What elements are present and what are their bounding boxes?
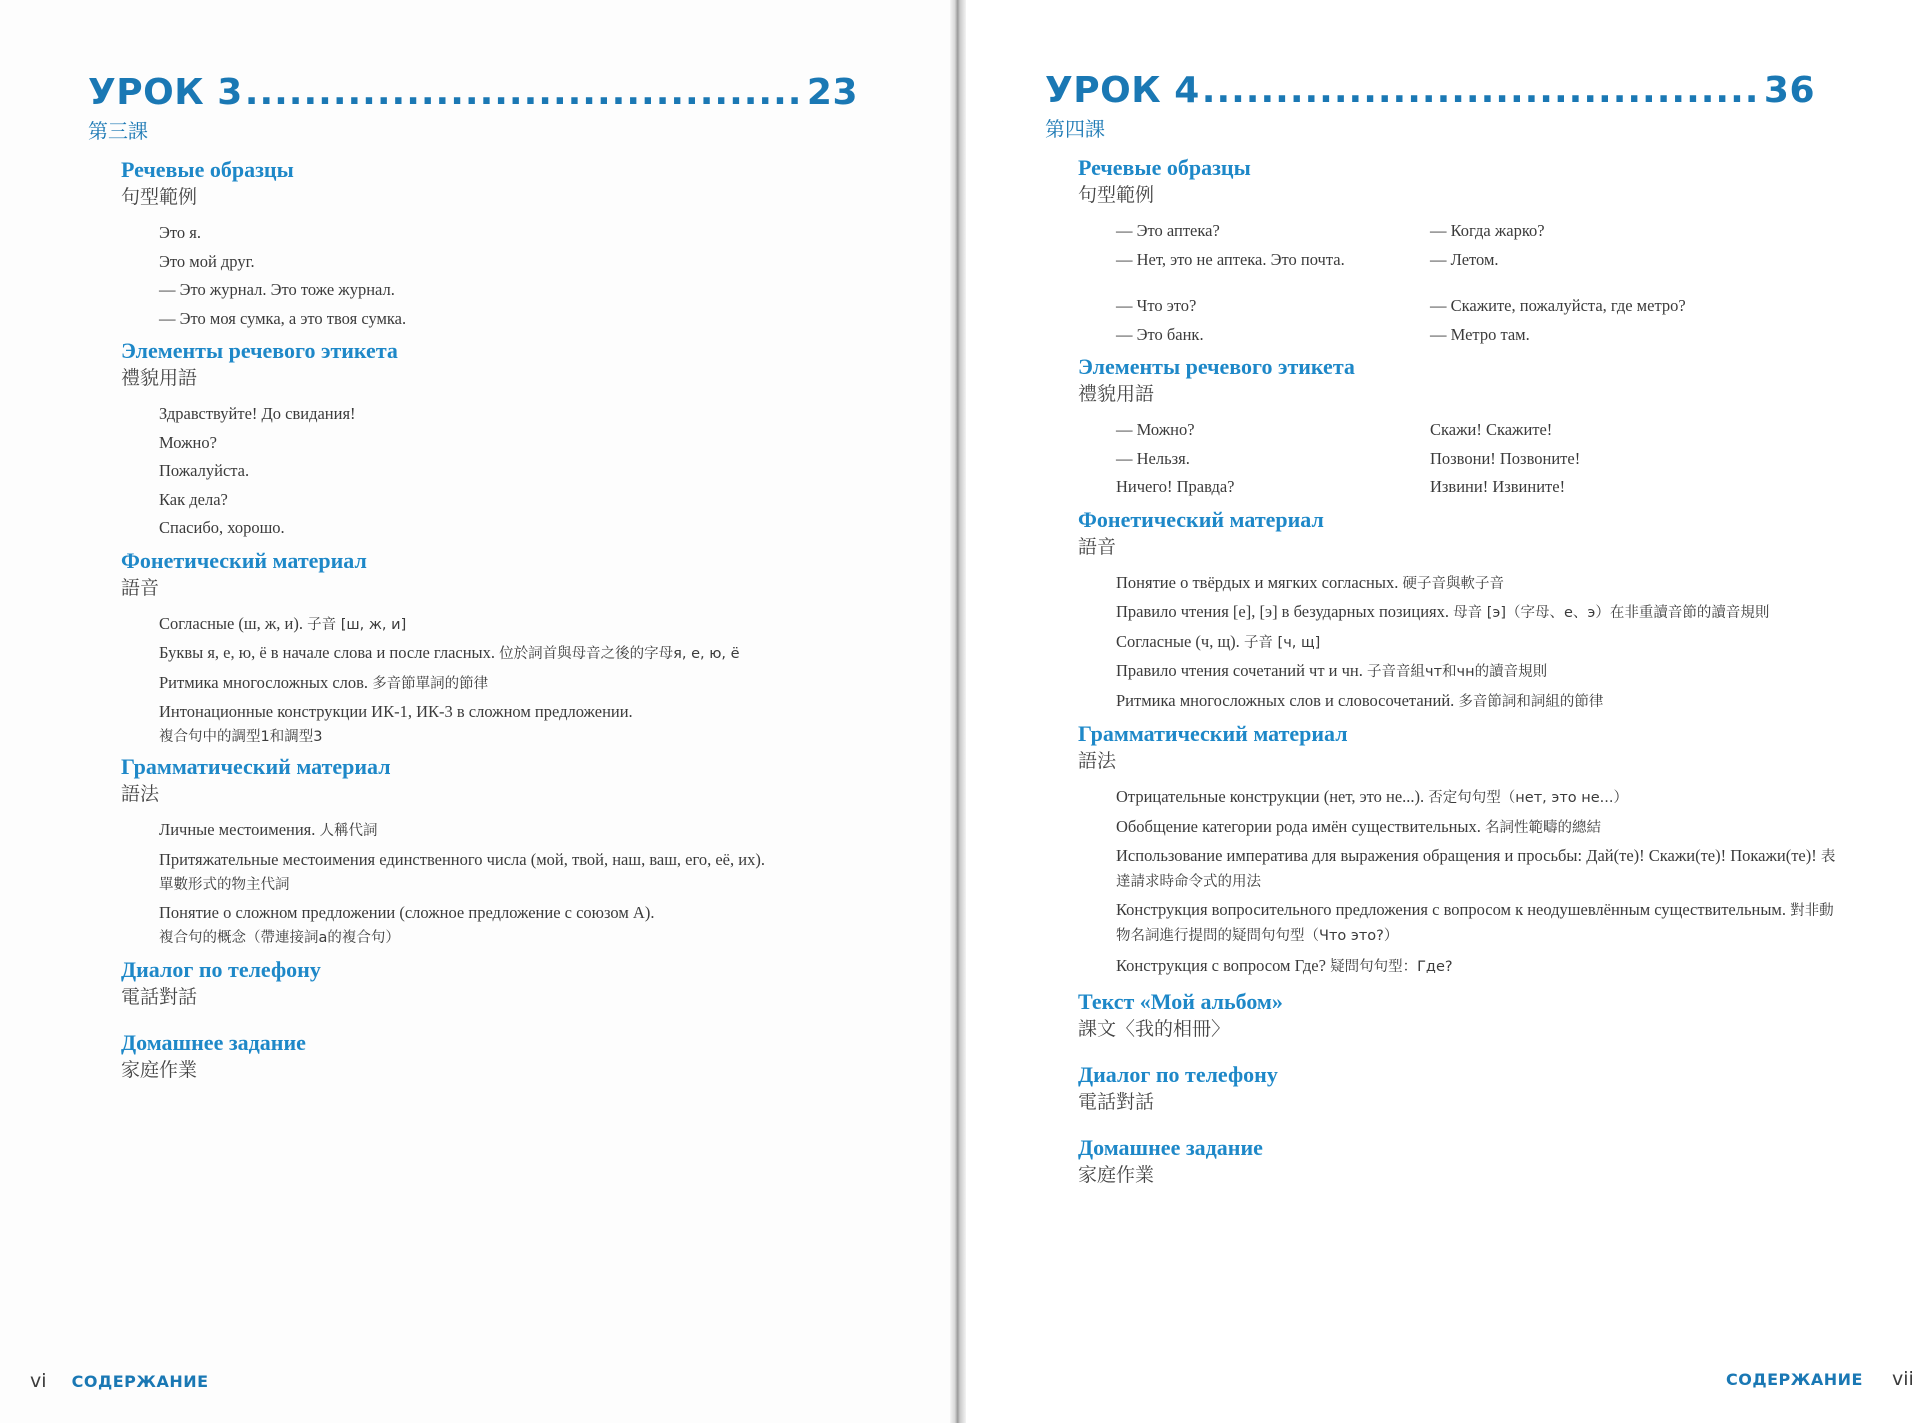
list-item: — Это журнал. Это тоже журнал. [159,280,395,299]
lesson-subtitle: 第四課 [1045,117,1105,141]
list-item: Пожалуйста. [159,461,250,480]
section-title[interactable]: Домашнее задание [121,1029,306,1055]
etiquette-line: Скажи! Скажите! [1430,420,1553,439]
section-text [1078,988,1815,1043]
section-subtitle: 禮貌用語 [121,367,198,389]
section-title[interactable]: Домашнее задание [1078,1134,1263,1160]
list-item: Ритмика многосложных слов и словосочетаний. 多音節詞和詞組的節律 [1116,690,1604,710]
dialog-line: — Скажите, пожалуйста, где метро? [1430,296,1686,315]
etiquette-line: — Нельзя. [1116,448,1190,468]
etiquette-line: Позвони! Позвоните! [1430,448,1581,468]
lesson-subtitle: 第三課 [88,119,148,143]
list-item: Ритмика многосложных слов. 多音節單詞的節律 [159,672,489,692]
list-item: — Это моя сумка, а это твоя сумка. [159,308,407,328]
section-title[interactable]: Фонетический материал [121,547,367,573]
list-item: Можно? [159,432,217,452]
section-title[interactable]: Элементы речевого этикета [121,338,398,363]
section-title[interactable]: Речевые образцы [121,157,294,182]
spacer [1078,274,1815,292]
section-subtitle: 語音 [121,576,160,599]
section-title[interactable]: Фонетический материал [1078,506,1324,532]
left-footer [30,1370,209,1392]
list-item: Понятие о твёрдых и мягких согласных. 硬子音與軟子音 [1116,572,1504,592]
dialog-line: — Летом. [1430,249,1499,269]
list-item: Использование императива для выражения обращения и просьбы: Дай(те)! Скажи(те)! Покажи(те)! 表達請求時命令式的用法 [1116,846,1836,890]
section-speech-patterns [121,156,858,333]
right-page-content [1045,70,1836,1189]
section-subtitle: 家庭作業 [121,1058,198,1081]
etiquette-line: Извини! Извините! [1430,477,1566,496]
etiquette-line: Ничего! Правда? [1116,477,1235,496]
lesson-page-number: 23 [806,72,858,113]
section-items [159,610,858,750]
section-title[interactable]: Речевые образцы [1078,155,1251,180]
section-items [1116,569,1815,717]
section-title[interactable]: Текст «Мой альбом» [1078,988,1283,1014]
book-gutter [950,0,966,1423]
section-homework [1078,1134,1815,1189]
section-grammar [121,753,858,950]
section-subtitle: 語音 [1078,535,1117,558]
section-title[interactable]: Элементы речевого этикета [1078,354,1355,379]
section-title[interactable]: Грамматический материал [1078,721,1348,746]
section-subtitle: 電話對話 [121,985,198,1008]
section-subtitle: 電話對話 [1078,1090,1155,1113]
section-subtitle: 句型範例 [1078,184,1155,206]
section-etiquette [1078,353,1815,502]
section-subtitle: 禮貌用語 [1078,383,1155,405]
list-item: Интонационные конструкции ИК-1, ИК-3 в сложном предложении. 複合句中的調型1和調型3 [159,702,633,745]
section-subtitle: 家庭作業 [1078,1163,1155,1186]
section-items [159,816,858,950]
leader-dots [1202,70,1762,111]
right-footer [1726,1368,1914,1390]
section-subtitle: 課文〈我的相冊〉 [1078,1017,1231,1040]
left-page-content [88,72,858,1084]
lesson-3-heading[interactable] [88,72,858,113]
dialog-line: — Это банк. [1116,324,1204,344]
list-item: Спасибо, хорошо. [159,518,285,537]
dialog-grid [1116,217,1815,274]
list-item: Здравствуйте! До свидания! [159,404,356,423]
section-title[interactable]: Диалог по телефону [121,956,321,982]
list-item: Конструкция с вопросом Где? 疑問句句型：Где? [1116,956,1453,975]
section-phonetics [1078,506,1815,717]
lesson-4-heading[interactable] [1045,70,1815,111]
section-homework [121,1029,858,1084]
section-items [159,400,858,543]
list-item: Это мой друг. [159,251,255,271]
lesson-title: УРОК 3 [88,72,243,113]
section-speech-patterns [1078,154,1815,349]
list-item: Конструкция вопросительного предложения с вопросом к неодушевлённым существительным. 對非動物名詞進行提問的疑問句句型（Что это?） [1116,900,1834,944]
dialog-line: — Метро там. [1430,324,1530,344]
lesson-page-number: 36 [1763,70,1815,111]
list-item: Понятие о сложном предложении (сложное предложение с союзом А). 複合句的概念（帶連接詞a的複合句） [159,902,655,946]
list-item: Буквы я, е, ю, ё в начале слова и после гласных. 位於詞首與母音之後的字母я, е, ю, ё [159,643,740,662]
etiquette-grid [1116,416,1815,502]
etiquette-line: — Можно? [1116,420,1195,439]
right-sections [1045,154,1836,1189]
left-sections [88,156,858,1084]
footer-label: СОДЕРЖАНИЕ [1726,1370,1863,1389]
section-phone-dialog [1078,1061,1815,1116]
list-item: Правило чтения [е], [э] в безударных позициях. 母音 [э]（字母、е、э）在非重讀音節的讀音規則 [1116,602,1770,621]
list-item: Правило чтения сочетаний чт и чн. 子音音組чт和чн的讀音規則 [1116,661,1548,680]
list-item: Согласные (ч, щ). 子音 [ч, щ] [1116,631,1321,651]
dialog-line: — Это аптека? [1116,221,1220,240]
section-subtitle: 語法 [121,783,160,805]
section-grammar [1078,720,1836,982]
list-item: Личные местоимения. 人稱代詞 [159,820,378,839]
dialog-line: — Когда жарко? [1430,221,1545,240]
leader-dots [245,72,805,113]
section-items [159,219,858,333]
page-number: vi [30,1370,47,1392]
list-item: Отрицательные конструкции (нет, это не...). 否定句句型（нет, это не...） [1116,787,1628,806]
section-phonetics [121,547,858,750]
section-items [1116,783,1836,982]
list-item: Обобщение категории рода имён существительных. 名詞性範疇的總結 [1116,816,1602,836]
list-item: Притяжательные местоимения единственного числа (мой, твой, наш, ваш, его, её, их). 單數形式的物主代詞 [159,849,765,893]
list-item: Согласные (ш, ж, и). 子音 [ш, ж, и] [159,613,407,633]
section-phone-dialog [121,956,858,1011]
section-subtitle: 語法 [1078,750,1117,772]
lesson-title: УРОК 4 [1045,70,1200,111]
section-etiquette [121,337,858,543]
dialog-line: — Что это? [1116,296,1197,315]
dialog-grid [1116,292,1815,349]
list-item: Как дела? [159,489,228,509]
section-title[interactable]: Диалог по телефону [1078,1061,1278,1087]
section-subtitle: 句型範例 [121,186,198,208]
page-number: vii [1892,1368,1914,1390]
list-item: Это я. [159,223,201,242]
footer-label: СОДЕРЖАНИЕ [71,1372,209,1391]
dialog-line: — Нет, это не аптека. Это почта. [1116,249,1345,269]
section-title[interactable]: Грамматический материал [121,754,391,779]
